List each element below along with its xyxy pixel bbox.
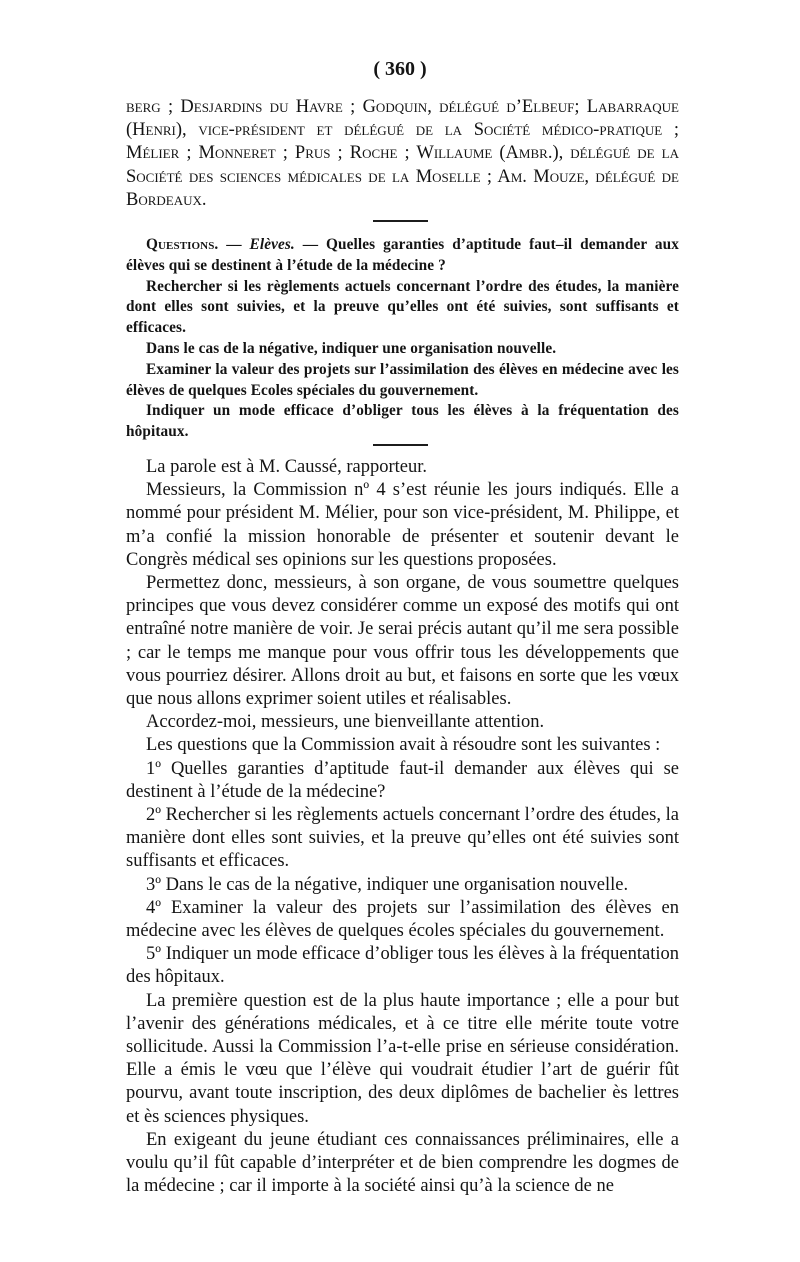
eleves-label: Elèves. [249, 236, 295, 253]
report-paragraph-11: La première question est de la plus haute importance ; elle a pour but l’avenir des générations médicales, et à ce titre elle mérite toute votre sollicitude. Aussi la Commission l’a-t-elle prise en sérieuse considération. Elle a émis le vœu que l’élève qui voudrait étudier l’art de guérir fût pourvu, avant toute inscription, des deux diplômes de bachelier ès lettres et ès sciences physiques. [126, 990, 679, 1127]
member-list-block [126, 96, 679, 212]
page-number: ( 360 ) [373, 58, 427, 80]
report-paragraph-6: 1º Quelles garanties d’aptitude faut-il demander aux élèves qui se destinent à l’étude de la médecine? [126, 758, 679, 802]
question-3: Dans le cas de la négative, indiquer une organisation nouvelle. [146, 339, 557, 357]
report-paragraph-3: Permettez donc, messieurs, à son organe, de vous soumettre quelques principes que vous devez considérer comme un exposé des motifs qui ont entraîné notre manière de voir. Je serai précis autant qu’il me sera possible ; car le temps me manque pour vous offrir tous les développements que vous pourriez désirer. Allons droit au but, et faisons en sorte que les vœux que nous allons exprimer soient utiles et réalisables. [126, 573, 679, 710]
question-5: Indiquer un mode efficace d’obliger tous les élèves à la fréquentation des hôpitaux. [126, 402, 679, 441]
question-2: Rechercher si les règlements actuels concernant l’ordre des études, la manière dont elles sont suivies, et la preuve qu’elles ont été suivies, sont suffisants et efficaces. [126, 277, 679, 337]
report-paragraph-10: 5º Indiquer un mode efficace d’obliger tous les élèves à la fréquentation des hôpitaux. [126, 944, 679, 988]
report-paragraph-8: 3º Dans le cas de la négative, indiquer une organisation nouvelle. [146, 874, 629, 895]
report-paragraph-2: Messieurs, la Commission nº 4 s’est réunie les jours indiqués. Elle a nommé pour président M. Mélier, pour son vice-président, M. Philippe, et m’a confié la mission honorable de présenter et soutenir devant le Congrès médical ses opinions sur les questions proposées. [126, 480, 679, 570]
report-paragraph-4: Accordez-moi, messieurs, une bienveillante attention. [146, 712, 545, 733]
questions-label: Questions. [146, 236, 219, 253]
report-block [126, 456, 679, 1199]
question-1 [126, 235, 679, 277]
questions-block [126, 235, 679, 443]
report-paragraph-9: 4º Examiner la valeur des projets sur l’assimilation des élèves en médecine avec les élèves de quelques écoles spéciales du gouvernement. [126, 897, 679, 942]
questions-dash: — [218, 236, 250, 253]
report-paragraph-1: La parole est à M. Caussé, rapporteur. [146, 457, 428, 477]
report-paragraph-7: 2º Rechercher si les règlements actuels concernant l’ordre des études, la manière dont elles sont suivies, et la preuve qu’elles ont été suivies sont suffisants et efficaces. [126, 805, 679, 872]
separator-rule-middle [373, 444, 428, 446]
separator-rule-top [373, 220, 428, 222]
member-list-paragraph: berg ; Desjardins du Havre ; Godquin, délégué d’Elbeuf; Labarraque (Henri), vice-président et délégué de la Société médico-pratique ; Mélier ; Monneret ; Prus ; Roche ; Willaume (Ambr.), délégué de la Société des sciences médicales de la Moselle ; Am. Mouze, délégué de Bordeaux. [126, 97, 679, 210]
question-4: Examiner la valeur des projets sur l’assimilation des élèves en médecine avec les élèves de quelques Ecoles spéciales du gouvernement. [126, 360, 679, 399]
question-1-text: — Quelles garanties d’aptitude faut–il demander aux élèves qui se destinent à l’étude de la médecine ? [126, 236, 679, 274]
report-paragraph-5: Les questions que la Commission avait à résoudre sont les suivantes : [146, 735, 661, 756]
report-paragraph-12: En exigeant du jeune étudiant ces connaissances préliminaires, elle a voulu qu’il fût capable d’interpréter et de bien comprendre les dogmes de la médecine ; car il importe à la société ainsi qu’à la science de ne [126, 1129, 679, 1197]
